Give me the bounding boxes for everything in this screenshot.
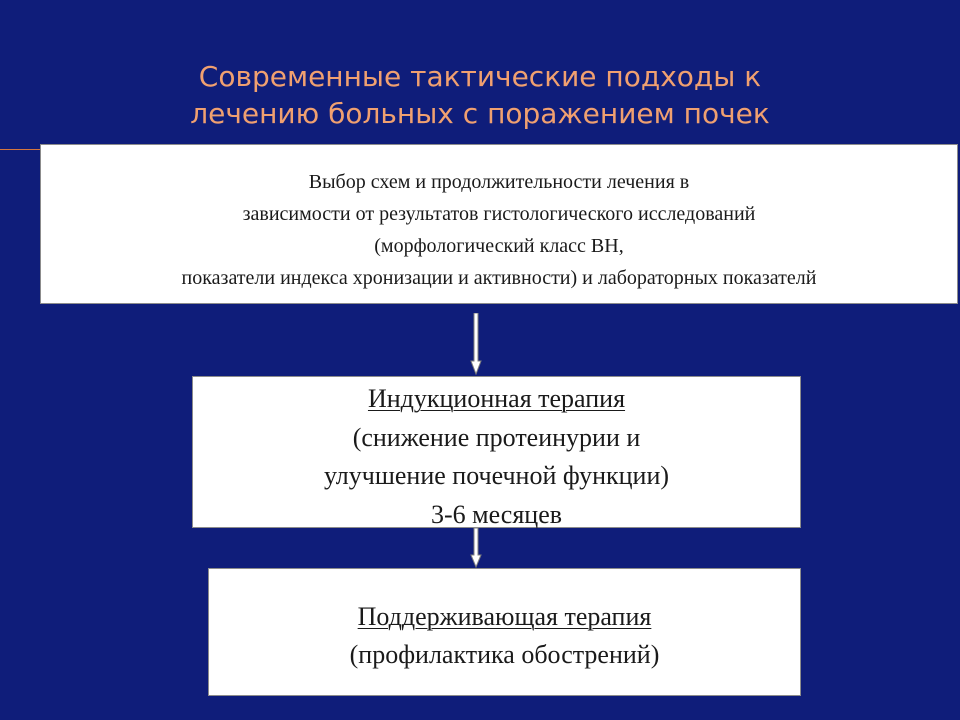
induction-therapy-heading: Индукционная терапия — [367, 384, 626, 413]
criteria-line-2: зависимости от результатов гистологического исследований — [242, 203, 756, 225]
arrow-induction-to-maintenance — [466, 528, 486, 568]
arrow-criteria-to-induction — [466, 313, 486, 375]
criteria-box — [40, 144, 958, 304]
induction-detail-line-1: (снижение протеинурии и — [352, 422, 641, 452]
maintenance-therapy-box — [208, 568, 801, 696]
induction-duration: 3-6 месяцев — [430, 499, 563, 529]
title-accent-rule — [0, 149, 40, 150]
slide-title — [100, 58, 860, 132]
criteria-line-1: Выбор схем и продолжительности лечения в — [308, 171, 690, 193]
maintenance-detail-line-1: (профилактика обострений) — [349, 640, 660, 669]
maintenance-therapy-heading: Поддерживающая терапия — [357, 602, 652, 631]
criteria-line-4: показатели индекса хронизации и активности) и лабораторных показателй — [181, 267, 817, 289]
slide-title-line-2: лечению больных с поражением почек — [190, 97, 770, 130]
induction-therapy-box — [192, 376, 801, 528]
slide-title-line-1: Современные тактические подходы к — [198, 60, 762, 93]
criteria-line-3: (морфологический класс ВН, — [374, 235, 624, 257]
induction-detail-line-2: улучшение почечной функции) — [323, 461, 670, 490]
